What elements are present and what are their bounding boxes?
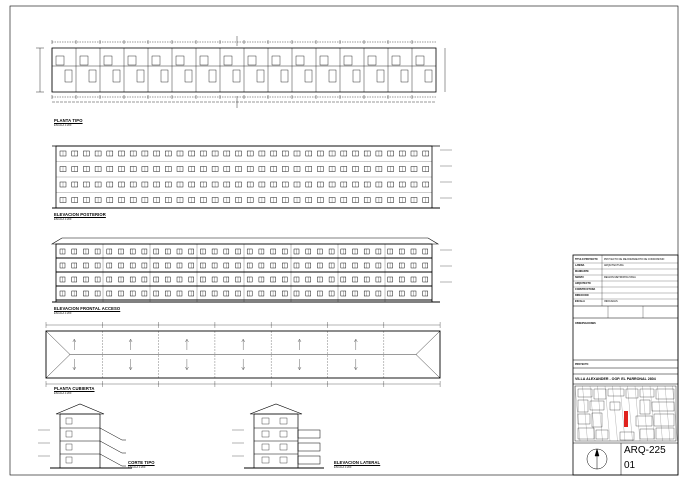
planta-tipo-title: PLANTA TIPO <box>54 118 83 123</box>
corte-tipo-scale: ESCALA 1:200 <box>128 466 146 469</box>
planta-tipo-drawing <box>36 36 445 108</box>
north-arrow-icon <box>587 449 607 469</box>
title-block-key: DIRECCION <box>575 294 589 297</box>
title-block-key: ARQUITECTO <box>575 282 591 285</box>
elevacion-posterior-scale: ESCALA 1:200 <box>54 218 72 221</box>
title-block-key: CONSTRUCTORA <box>575 288 596 291</box>
title-block-value: PROYECTO DE MEJORAMIENTO DE CONDOMINIO <box>604 258 665 261</box>
elevacion-lateral-drawing <box>232 404 324 468</box>
title-block-value: REGION METROPOLITANA <box>604 276 636 279</box>
title-block-key: LAMINA <box>575 264 585 267</box>
planta-cubierta-drawing <box>46 322 440 387</box>
elevacion-frontal-title: ELEVACION FRONTAL ACCESO <box>54 306 121 311</box>
site-plan <box>575 386 678 441</box>
title-block-key: TITULO PROYECTO <box>575 258 598 261</box>
title-block-value: ARQUITECTURA <box>604 264 624 267</box>
elevacion-frontal-scale: ESCALA 1:200 <box>54 312 72 315</box>
elevacion-posterior-title: ELEVACION POSTERIOR <box>54 212 106 217</box>
elevacion-lateral-title: ELEVACION LATERAL <box>334 460 381 465</box>
planta-cubierta-title: PLANTA CUBIERTA <box>54 386 95 391</box>
elevacion-posterior-drawing <box>52 146 452 208</box>
project-name: VILLA ALEXANDER - OOP. EL PARRONAL 2804 <box>575 377 656 381</box>
planta-cubierta-scale: ESCALA 1:200 <box>54 392 72 395</box>
sheet-number: 01 <box>624 460 636 471</box>
observations-label: OBSERVACIONES <box>575 322 596 325</box>
corte-tipo-title: CORTE TIPO <box>128 460 155 465</box>
elevacion-frontal-drawing <box>52 238 452 302</box>
title-block-key: ESCALA <box>575 300 585 303</box>
project-label: PROYECTO <box>575 363 589 366</box>
title-block-value: INDICADAS <box>604 300 618 303</box>
planta-tipo-scale: ESCALA 1:200 <box>54 124 72 127</box>
title-block-key: MANDANTE <box>575 270 589 273</box>
corte-tipo-drawing <box>38 404 132 468</box>
title-block-key: SERVIU <box>575 276 584 279</box>
elevacion-lateral-scale: ESCALA 1:200 <box>334 466 352 469</box>
drawing-code: ARQ-225 <box>624 445 666 456</box>
